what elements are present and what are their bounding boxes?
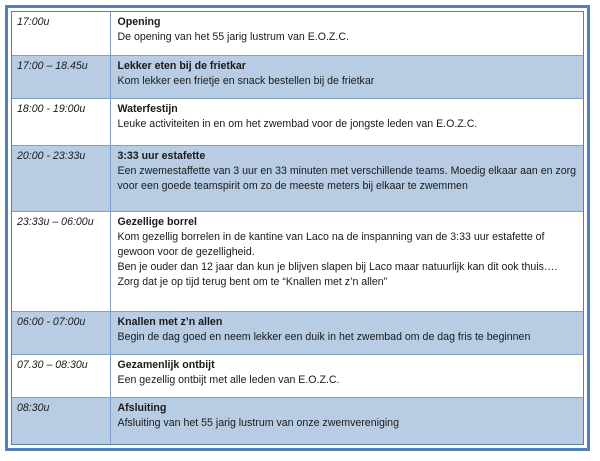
schedule-row <box>12 311 583 354</box>
schedule-title: Knallen met z’n allen <box>117 315 223 328</box>
schedule-time: 17:00 – 18.45u <box>12 55 110 98</box>
schedule-title: Waterfestijn <box>117 102 178 115</box>
schedule-row <box>12 211 583 311</box>
schedule-table <box>12 12 583 444</box>
schedule-entry <box>110 397 583 444</box>
schedule-description: Een gezellig ontbijt met alle leden van E.O.Z.C. <box>117 373 340 386</box>
schedule-entry <box>110 211 583 311</box>
schedule-title: Gezamenlijk ontbijt <box>117 358 215 371</box>
schedule-title: Gezellige borrel <box>117 215 197 228</box>
schedule-description: Ben je ouder dan 12 jaar dan kun je blijven slapen bij Laco maar natuurlijk kan dit ook thuis…. Zorg dat je op tijd terug bent om te “Knallen met z’n allen” <box>117 260 558 288</box>
schedule-title: 3:33 uur estafette <box>117 149 206 162</box>
schedule-inner <box>11 11 584 445</box>
schedule-description: Kom gezellig borrelen in de kantine van Laco na de inspanning van de 3:33 uur estafette of gewoon voor de gezelligheid. <box>117 230 545 258</box>
schedule-entry <box>110 354 583 397</box>
schedule-time: 23:33u – 06:00u <box>12 211 110 311</box>
schedule-frame <box>5 5 590 451</box>
schedule-entry <box>110 98 583 145</box>
schedule-description: Afsluiting van het 55 jarig lustrum van onze zwemvereniging <box>117 416 399 429</box>
schedule-title: Lekker eten bij de frietkar <box>117 59 246 72</box>
schedule-description: Kom lekker een frietje en snack bestellen bij de frietkar <box>117 74 375 87</box>
schedule-entry <box>110 12 583 55</box>
schedule-description: Leuke activiteiten in en om het zwembad voor de jongste leden van E.O.Z.C. <box>117 117 478 130</box>
schedule-time: 08:30u <box>12 397 110 444</box>
schedule-entry <box>110 145 583 211</box>
schedule-time: 17:00u <box>12 12 110 55</box>
schedule-entry <box>110 311 583 354</box>
schedule-entry <box>110 55 583 98</box>
schedule-time: 18:00 - 19:00u <box>12 98 110 145</box>
schedule-row <box>12 55 583 98</box>
schedule-title: Afsluiting <box>117 401 167 414</box>
schedule-time: 20:00 - 23:33u <box>12 145 110 211</box>
schedule-row <box>12 354 583 397</box>
schedule-row <box>12 145 583 211</box>
schedule-time: 07.30 – 08:30u <box>12 354 110 397</box>
schedule-row <box>12 12 583 55</box>
schedule-row <box>12 98 583 145</box>
schedule-description: Begin de dag goed en neem lekker een duik in het zwembad om de dag fris te beginnen <box>117 330 531 343</box>
schedule-time: 06:00 - 07:00u <box>12 311 110 354</box>
schedule-description: Een zwemestaffette van 3 uur en 33 minuten met verschillende teams. Moedig elkaar aan en zorg voor een goede teamspirit om zo de meeste meters bij elkaar te zwemmen <box>117 164 577 192</box>
schedule-row <box>12 397 583 444</box>
schedule-title: Opening <box>117 16 161 28</box>
schedule-description: De opening van het 55 jarig lustrum van E.O.Z.C. <box>117 31 349 43</box>
